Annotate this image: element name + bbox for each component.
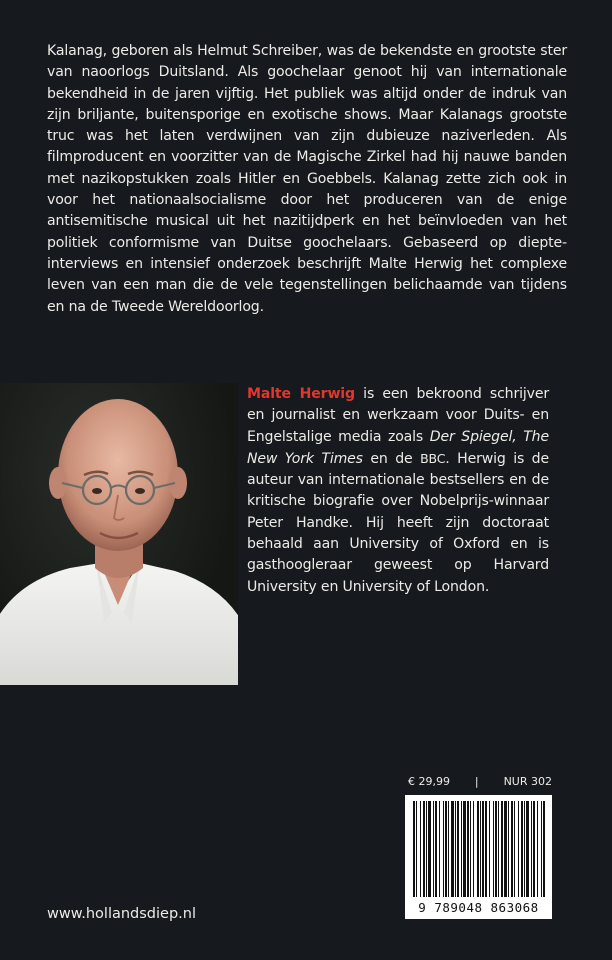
- barcode-bar: [433, 801, 434, 897]
- barcode-bar: [467, 801, 469, 897]
- barcode-bar: [518, 801, 519, 897]
- price-line: [408, 775, 552, 788]
- author-photo: [0, 383, 238, 685]
- barcode-bar: [428, 801, 431, 897]
- author-name: Malte Herwig: [247, 386, 355, 402]
- author-bio: [247, 384, 549, 598]
- barcode-bar: [524, 801, 525, 897]
- barcode-bar: [537, 801, 538, 897]
- barcode-bar: [501, 801, 503, 897]
- barcode-bar: [473, 801, 474, 897]
- barcode-bar: [521, 801, 523, 897]
- author-portrait-image: [0, 383, 238, 685]
- barcode-bar: [416, 801, 417, 897]
- barcode-bar: [451, 801, 454, 897]
- price-separator: |: [474, 775, 479, 788]
- isbn-number: 9 789048 863068: [418, 900, 539, 915]
- price-label: € 29,99: [408, 775, 450, 788]
- barcode-bar: [445, 801, 447, 897]
- barcode-bar: [477, 801, 479, 897]
- nur-code: NUR 302: [503, 775, 552, 788]
- barcode-bar: [543, 801, 545, 897]
- barcode-bar: [457, 801, 459, 897]
- barcode-bar: [495, 801, 497, 897]
- barcode-bar: [482, 801, 484, 897]
- barcode-bar: [514, 801, 515, 897]
- back-cover-blurb: Kalanag, geboren als Helmut Schreiber, was de bekendste en grootste ster van naoorlogs Duitsland. Als goochelaar genoot hij van internationale bekendheid in de jaren vijftig. Het publiek was altijd onder de indruk van zijn briljante, buitensporige en exotische shows. Maar Kalanags grootste truc was het laten verdwijnen van zijn dubieuze naziverleden. Als filmproducent en voorzitter van de Magische Zirkel had hij nauwe banden met nazikopstukken zoals Hitler en Goebbels. Kalanag zette zich ook in voor het nationaalsocialisme door het produceren van de enige antisemitische musical uit het nazitijdperk en het beïnvloeden van het politiek conformisme van Duitse goochelaars. Gebaseerd op diepte-interviews en intensief onderzoek beschrijft Malte Herwig het complexe leven van een man die de vele tegenstellingen belichaamde van tijdens en na de Tweede Wereldoorlog.: [47, 43, 567, 315]
- publisher-website[interactable]: www.hollandsdiep.nl: [47, 906, 196, 922]
- barcode-bar: [455, 801, 456, 897]
- bio-bbc: BBC: [420, 450, 446, 466]
- barcode-bar: [485, 801, 487, 897]
- barcode-bar: [413, 801, 415, 897]
- barcode-bar: [461, 801, 462, 897]
- barcode-bar: [526, 801, 529, 897]
- barcode-bar: [463, 801, 466, 897]
- barcode-bar: [508, 801, 509, 897]
- barcode-bar: [531, 801, 532, 897]
- barcode-bar: [511, 801, 513, 897]
- bio-text-3: . Herwig is de auteur van internationale bestsellers en de kritische biografie over Nobelprijs-winnaar Peter Handke. Hij heeft zijn doctoraat behaald aan University of Oxford en is gasthoogleraar geweest op Harvard University en University of London.: [247, 450, 549, 595]
- barcode-bar: [426, 801, 427, 897]
- barcode-bar: [420, 801, 421, 897]
- bio-media: Der Spiegel, The New York Times: [247, 428, 549, 467]
- barcode-bar: [448, 801, 449, 897]
- barcode-bar: [493, 801, 494, 897]
- barcode: [405, 795, 552, 919]
- barcode-bar: [504, 801, 507, 897]
- barcode-bar: [498, 801, 499, 897]
- barcode-bar: [480, 801, 481, 897]
- barcode-bar: [533, 801, 535, 897]
- barcode-bar: [443, 801, 444, 897]
- bio-text-2: en de: [362, 450, 421, 467]
- barcode-bar: [439, 801, 440, 897]
- barcode-bar: [541, 801, 542, 897]
- barcode-bar: [489, 801, 490, 897]
- barcode-bar: [435, 801, 437, 897]
- barcode-bar: [423, 801, 425, 897]
- bio-text-1: is een bekroond schrijver en journalist en werkzaam voor Duits- en Engelstalige media zoals: [247, 386, 549, 445]
- barcode-bar: [470, 801, 471, 897]
